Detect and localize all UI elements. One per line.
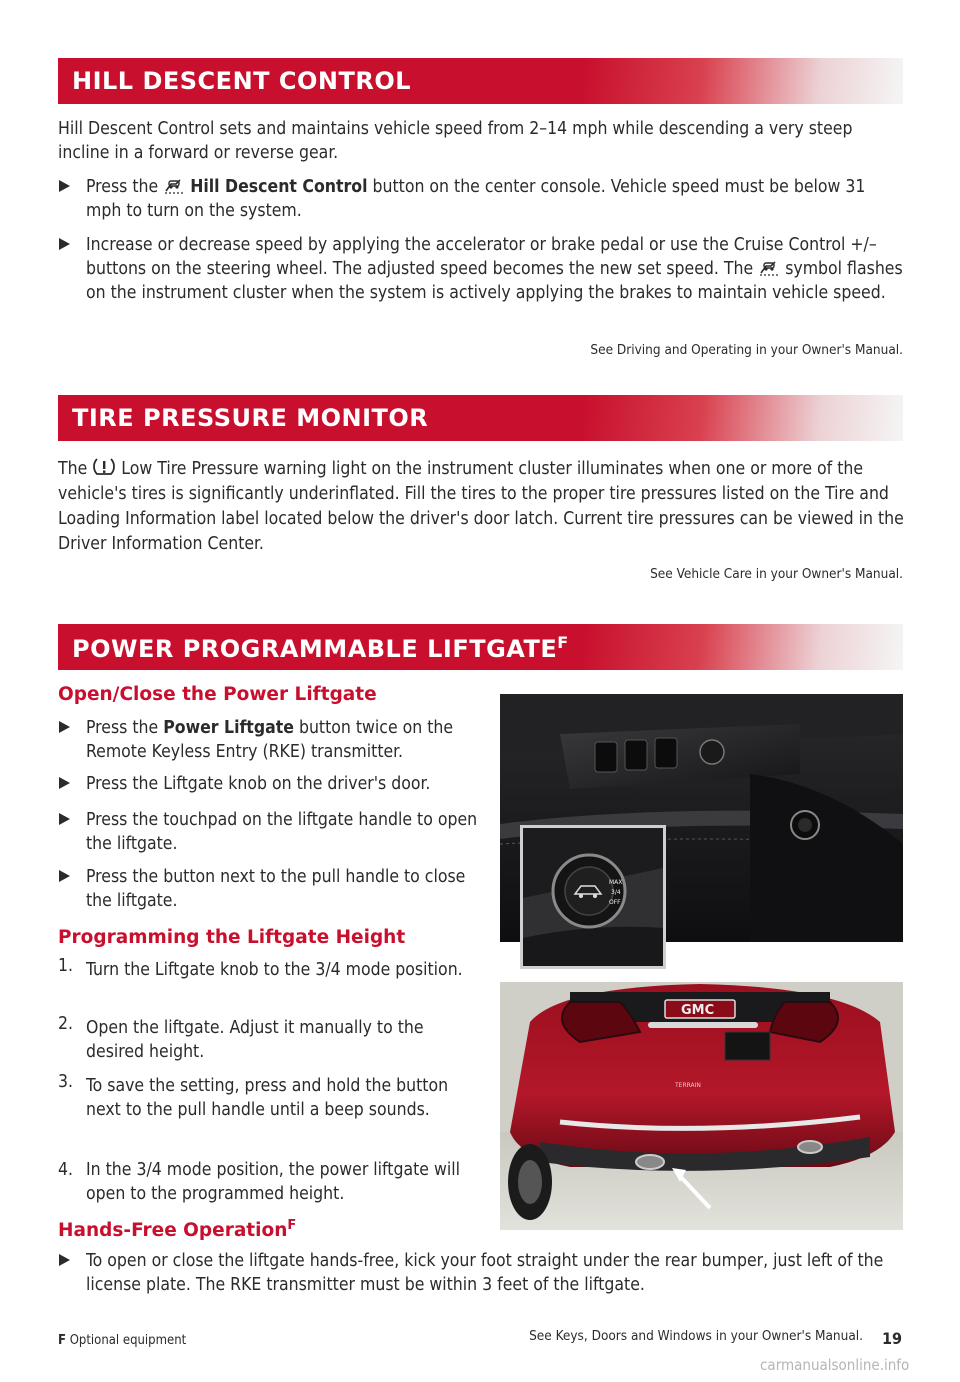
bullet-arrow-icon — [59, 180, 70, 192]
vehicle-rear-photo — [500, 982, 903, 1230]
liftgate-reference: See Keys, Doors and Windows in your Owner's Manual. — [529, 1328, 863, 1344]
low-tire-pressure-icon — [92, 457, 116, 477]
tire-pressure-title: TIRE PRESSURE MONITOR — [72, 404, 429, 432]
hill-intro: Hill Descent Control sets and maintains vehicle speed from 2–14 mph while descending a very steep incline in a forward or reverse gear. — [58, 119, 853, 163]
program-step-2: 2. Open the liftgate. Adjust it manually to the desired height. — [58, 1014, 424, 1062]
bullet-arrow-icon — [59, 777, 70, 789]
bullet-arrow-icon — [59, 721, 70, 733]
liftgate-knob-illustration — [523, 828, 663, 966]
hill-bullet-1: Press the Hill Descent Control button on the center console. Vehicle speed must be below 31 mph to turn on the system. — [58, 175, 903, 223]
bullet-arrow-icon — [59, 1254, 70, 1266]
programming-heading: Programming the Liftgate Height — [58, 927, 406, 948]
program-step-3: 3. To save the setting, press and hold the button next to the pull handle until a beep sounds. — [58, 1072, 449, 1120]
open-bullet-2: Press the Liftgate knob on the driver's door. — [58, 772, 483, 796]
hill-descent-title: HILL DESCENT CONTROL — [72, 67, 412, 95]
knob-label-off: OFF — [609, 899, 621, 906]
bullet-arrow-icon — [59, 870, 70, 882]
gmc-badge: GMC — [681, 1003, 715, 1018]
hill-reference: See Driving and Operating in your Owner's Manual. — [590, 342, 903, 358]
liftgate-banner — [58, 624, 903, 670]
hill-descent-icon — [758, 257, 780, 277]
open-close-heading: Open/Close the Power Liftgate — [58, 684, 377, 705]
tire-pressure-banner — [58, 395, 903, 441]
bullet-arrow-icon — [59, 238, 70, 250]
liftgate-knob-inset — [520, 825, 666, 969]
open-bullet-1: Press the Power Liftgate button twice on the Remote Keyless Entry (RKE) transmitter. — [58, 716, 483, 764]
optional-mark: F — [557, 633, 569, 652]
vehicle-rear-illustration — [500, 982, 903, 1230]
bullet-arrow-icon — [59, 813, 70, 825]
page-number: 19 — [882, 1329, 903, 1348]
hands-free-bullet: To open or close the liftgate hands-free, kick your foot straight under the rear bumper, just left of the license plate. The RKE transmitter must be within 3 feet of the liftgate. — [58, 1249, 908, 1297]
footer-optional: F Optional equipment — [58, 1333, 187, 1348]
hill-descent-banner — [58, 58, 903, 104]
terrain-badge: TERRAIN — [675, 1082, 701, 1089]
knob-label-max: MAX — [609, 879, 623, 886]
optional-equipment-mark: F — [58, 1333, 66, 1348]
liftgate-title: POWER PROGRAMMABLE LIFTGATE — [72, 635, 558, 663]
open-bullet-3: Press the touchpad on the liftgate handle to open the liftgate. — [58, 808, 483, 856]
program-step-4: 4. In the 3/4 mode position, the power liftgate will open to the programmed height. — [58, 1160, 460, 1204]
hill-bullet-2: Increase or decrease speed by applying the accelerator or brake pedal or use the Cruise Control +/– buttons on the steering wheel. The adjusted speed becomes the new set speed. The symbol flashes on the instrument cluster when the system is actively applying the brakes to maintain vehicle speed. — [58, 233, 903, 305]
program-step-1: 1. Turn the Liftgate knob to the 3/4 mode position. — [58, 956, 463, 980]
hands-free-heading: Hands-Free Operation$^F$ — [58, 1218, 297, 1242]
tire-reference: See Vehicle Care in your Owner's Manual. — [650, 566, 903, 582]
open-bullet-4: Press the button next to the pull handle to close the liftgate. — [58, 865, 483, 913]
hill-descent-control-label: Hill Descent Control — [190, 177, 368, 197]
hill-descent-icon — [163, 175, 185, 195]
tire-text: The Low Tire Pressure warning light on the instrument cluster illuminates when one or more of the vehicle's tires is significantly underinflated. Fill the tires to the proper tire pressures listed on the Tire and Loading Information label located below the driver's door latch. Current tire pressures can be viewed in the Driver Information Center. — [58, 459, 904, 554]
knob-label-three-quarter: 3/4 — [611, 889, 621, 896]
watermark: carmanualsonline.info — [760, 1356, 910, 1374]
